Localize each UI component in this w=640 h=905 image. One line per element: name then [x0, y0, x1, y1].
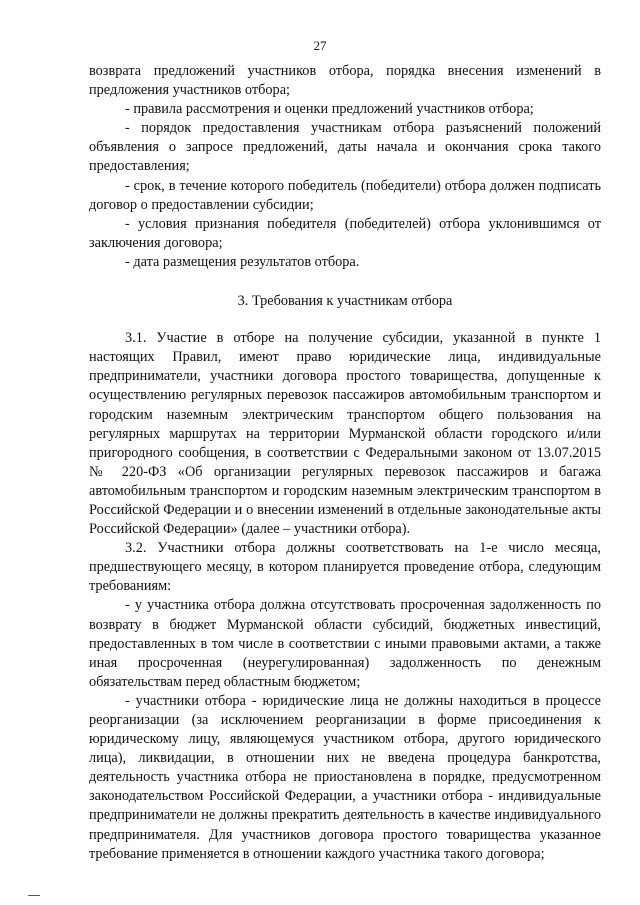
list-item: - условия признания победителя (победителей) отбора уклонившимся от заключения договора;: [89, 215, 601, 251]
page-body: [89, 62, 601, 864]
requirement-item: - участники отбора - юридические лица не должны находиться в процессе реорганизации (за исключением реорганизации в форме присоединения к юридическому лицу, являющемуся участником отбора, другого юридического лица), ликвидации, в отношении них не введена процедура банкротства, деятельность участника отбора не приостановлена в порядке, предусмотренном законодательством Российской Федерации, а участники отбора - индивидуальные предприниматели не должны прекратить деятельность в качестве индивидуального предпринимателя. Для участников договора простого товарищества указанное требование применяется в отношении каждого участника такого договора;: [89, 692, 601, 862]
list-item: - срок, в течение которого победитель (победители) отбора должен подписать договор о предоставлении субсидии;: [89, 177, 601, 213]
requirement-item: - у участника отбора должна отсутствовать просроченная задолженность по возврату в бюджет Мурманской области субсидий, бюджетных инвестиций, предоставленных в том числе в соответствии с иными правовыми актами, а также иная просроченная (неурегулированная) задолженность по денежным обязательствам перед областным бюджетом;: [89, 597, 601, 690]
page-number: 27: [313, 38, 327, 53]
paragraph-3-1: 3.1. Участие в отборе на получение субсидии, указанной в пункте 1 настоящих Правил, имеют право юридические лица, индивидуальные предприниматели, участники договора простого товарищества, допущенные к осуществлению регулярных перевозок пассажиров автомобильным транспортом и городским наземным электрическим транспортом общего пользования на регулярных маршрутах на территории Мурманской области городского и/или пригородного сообщения, в соответствии с Федеральными законом от 13.07.2015 № 220-ФЗ «Об организации регулярных перевозок пассажиров и багажа автомобильным транспортом и городским наземным электрическим транспортом в Российской Федерации и о внесении изменений в отдельные законодательные акты Российской Федерации» (далее – участники отбора).: [89, 330, 601, 538]
list-item: - дата размещения результатов отбора.: [125, 253, 360, 270]
list-item: - правила рассмотрения и оценки предложений участников отбора;: [125, 101, 534, 118]
list-continuation: возврата предложений участников отбора, порядка внесения изменений в предложения участников отбора;: [89, 63, 601, 99]
list-item: - порядок предоставления участникам отбора разъяснений положений объявления о запросе предложений, даты начала и окончания срока такого предоставления;: [89, 120, 601, 175]
scan-artifact-line: [28, 895, 40, 896]
paragraph-3-2: 3.2. Участники отбора должны соответствовать на 1-е число месяца, предшествующего месяцу, в котором планируется проведение отбора, следующим требованиям:: [89, 540, 601, 595]
section-heading: 3. Требования к участникам отбора: [237, 293, 453, 310]
